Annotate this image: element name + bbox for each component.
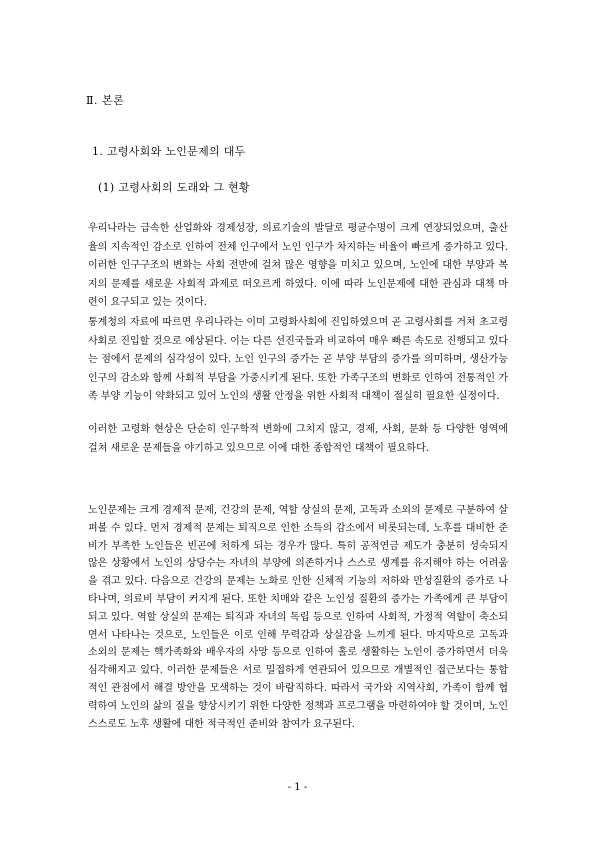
page-number: - 1 -	[287, 782, 308, 793]
body-paragraph-1: 우리나라는 급속한 산업화와 경제성장, 의료기술의 발달로 평균수명이 크게 연장되었으며, 출산율의 지속적인 감소로 인하여 전체 인구에서 노인 인구가 차지하는 비율이 빠르게 증가하고 있다. 이러한 인구구조의 변화는 사회 전반에 걸쳐 많은 영향을 미치고 있으며, 노인에 대한 부양과 복지의 문제를 새로운 사회적 과제로 떠오르게 하였다. 이에 따라 노인문제에 대한 관심과 대책 마련이 요구되고 있는 것이다.	[88, 223, 508, 309]
body-paragraph-3: 이러한 고령화 현상은 단순히 인구학적 변화에 그치지 않고, 경제, 사회, 문화 등 다양한 영역에 걸쳐 새로운 문제들을 야기하고 있으므로 이에 대한 종합적인 대책이 필요하다.	[88, 424, 508, 454]
body-paragraph-4: 노인문제는 크게 경제적 문제, 건강의 문제, 역할 상실의 문제, 고독과 소외의 문제로 구분하여 살펴볼 수 있다. 먼저 경제적 문제는 퇴직으로 인한 소득의 감소에서 비롯되는데, 노후를 대비한 준비가 부족한 노인들은 빈곤에 처하게 되는 경우가 많다. 특히 공적연금 제도가 충분히 성숙되지 않은 상황에서 노인의 상당수는 자녀의 부양에 의존하거나 스스로 생계를 유지해야 하는 어려움을 겪고 있다. 다음으로 건강의 문제는 노화로 인한 신체적 기능의 저하와 만성질환의 증가로 나타나며, 의료비 부담이 커지게 된다. 또한 치매와 같은 노인성 질환의 증가는 가족에게 큰 부담이 되고 있다. 역할 상실의 문제는 퇴직과 자녀의 독립 등으로 인하여 사회적, 가정적 역할이 축소되면서 나타나는 것으로, 노인들은 이로 인해 무력감과 상실감을 느끼게 된다. 마지막으로 고독과 소외의 문제는 핵가족화와 배우자의 사망 등으로 인하여 홀로 생활하는 노인이 증가하면서 더욱 심각해지고 있다. 이러한 문제들은 서로 밀접하게 연관되어 있으므로 개별적인 접근보다는 통합적인 관점에서 해결 방안을 모색하는 것이 바람직하다. 따라서 국가와 지역사회, 가족이 함께 협력하여 노인의 삶의 질을 향상시키기 위한 다양한 정책과 프로그램을 마련하여야 할 것이며, 노인 스스로도 노후 생활에 대한 적극적인 준비와 참여가 요구된다.	[88, 505, 508, 730]
subsection-heading: 1. 고령사회와 노인문제의 대두	[92, 145, 246, 158]
section-heading: Ⅱ. 본론	[86, 94, 125, 107]
body-paragraph-2: 통계청의 자료에 따르면 우리나라는 이미 고령화사회에 진입하였으며 곧 고령사회를 거쳐 초고령사회로 진입할 것으로 예상된다. 이는 다른 선진국들과 비교하여 매우 빠른 속도로 진행되고 있다는 점에서 문제의 심각성이 있다. 노인 인구의 증가는 곧 부양 부담의 증가를 의미하며, 생산가능인구의 감소와 함께 사회적 부담을 가중시키게 된다. 또한 가족구조의 변화로 인하여 전통적인 가족 부양 기능이 약화되고 있어 노인의 생활 안정을 위한 사회적 대책이 절실히 필요한 실정이다.	[88, 317, 508, 403]
sub-subsection-heading: (1) 고령사회의 도래와 그 현황	[98, 181, 250, 194]
